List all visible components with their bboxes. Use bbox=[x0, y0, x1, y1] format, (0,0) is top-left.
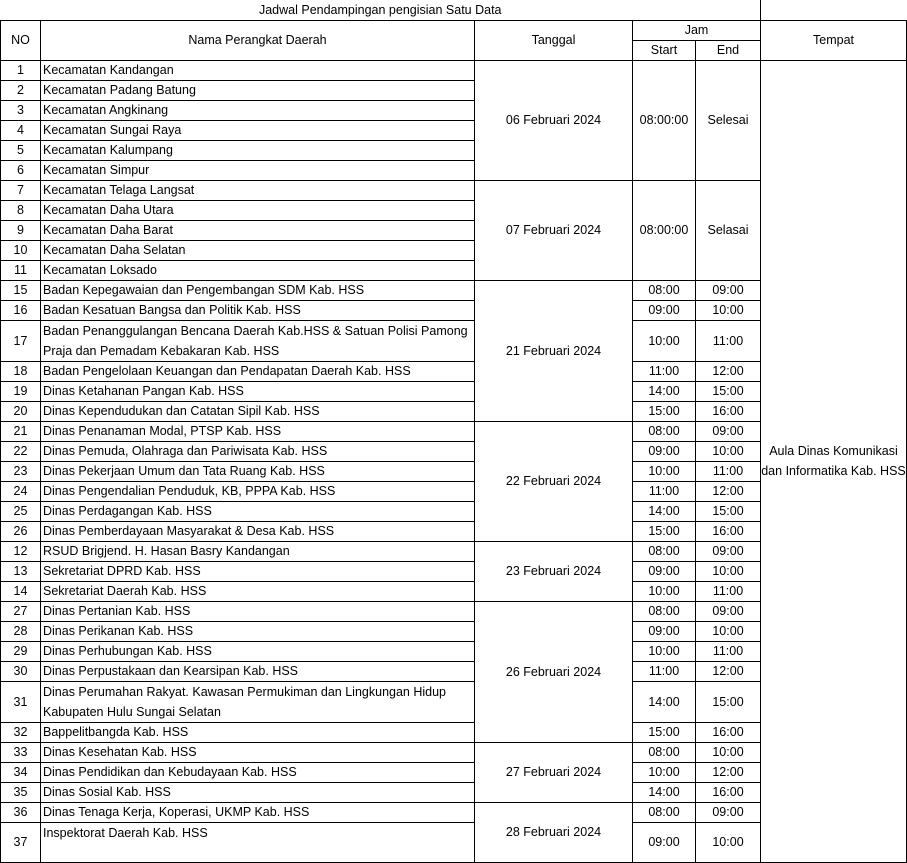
agency-name: Dinas Tenaga Kerja, Koperasi, UKMP Kab. HSS bbox=[41, 802, 475, 822]
start-time: 11:00 bbox=[633, 361, 696, 381]
row-number: 25 bbox=[1, 501, 41, 521]
start-time: 09:00 bbox=[633, 621, 696, 641]
row-number: 34 bbox=[1, 762, 41, 782]
header-tempat: Tempat bbox=[761, 20, 907, 60]
start-time: 10:00 bbox=[633, 581, 696, 601]
agency-name: Kecamatan Telaga Langsat bbox=[41, 180, 475, 200]
row-number: 18 bbox=[1, 361, 41, 381]
agency-name: Bappelitbangda Kab. HSS bbox=[41, 722, 475, 742]
header-tanggal: Tanggal bbox=[475, 20, 633, 60]
end-time: 11:00 bbox=[696, 320, 761, 361]
schedule-date: 21 Februari 2024 bbox=[475, 280, 633, 421]
end-time: 10:00 bbox=[696, 822, 761, 862]
sheet-title: Jadwal Pendampingan pengisian Satu Data bbox=[1, 0, 761, 20]
table-row bbox=[1, 60, 907, 80]
start-time: 08:00 bbox=[633, 802, 696, 822]
end-time: 09:00 bbox=[696, 280, 761, 300]
agency-name: Dinas Perikanan Kab. HSS bbox=[41, 621, 475, 641]
end-time: 16:00 bbox=[696, 401, 761, 421]
agency-name: RSUD Brigjend. H. Hasan Basry Kandangan bbox=[41, 541, 475, 561]
agency-name: Kecamatan Daha Barat bbox=[41, 220, 475, 240]
agency-name: Kecamatan Daha Utara bbox=[41, 200, 475, 220]
header-start: Start bbox=[633, 40, 696, 60]
end-time: 11:00 bbox=[696, 461, 761, 481]
agency-name: Dinas Pekerjaan Umum dan Tata Ruang Kab. HSS bbox=[41, 461, 475, 481]
agency-name: Kecamatan Loksado bbox=[41, 260, 475, 280]
agency-name: Dinas Pertanian Kab. HSS bbox=[41, 601, 475, 621]
start-time: 09:00 bbox=[633, 300, 696, 320]
agency-name: Kecamatan Sungai Raya bbox=[41, 120, 475, 140]
start-time: 11:00 bbox=[633, 661, 696, 681]
row-number: 13 bbox=[1, 561, 41, 581]
agency-name: Dinas Perdagangan Kab. HSS bbox=[41, 501, 475, 521]
row-number: 15 bbox=[1, 280, 41, 300]
start-time: 10:00 bbox=[633, 641, 696, 661]
end-time: 12:00 bbox=[696, 762, 761, 782]
agency-name: Dinas Pemuda, Olahraga dan Pariwisata Kab. HSS bbox=[41, 441, 475, 461]
end-time: 15:00 bbox=[696, 681, 761, 722]
agency-name: Kecamatan Padang Batung bbox=[41, 80, 475, 100]
start-time: 08:00 bbox=[633, 541, 696, 561]
end-time: 12:00 bbox=[696, 481, 761, 501]
agency-name: Badan Kepegawaian dan Pengembangan SDM Kab. HSS bbox=[41, 280, 475, 300]
start-time: 11:00 bbox=[633, 481, 696, 501]
schedule-date: 23 Februari 2024 bbox=[475, 541, 633, 601]
row-number: 3 bbox=[1, 100, 41, 120]
start-time: 14:00 bbox=[633, 381, 696, 401]
row-number: 24 bbox=[1, 481, 41, 501]
start-time: 09:00 bbox=[633, 822, 696, 862]
row-number: 21 bbox=[1, 421, 41, 441]
row-number: 33 bbox=[1, 742, 41, 762]
row-number: 12 bbox=[1, 541, 41, 561]
agency-name: Dinas Sosial Kab. HSS bbox=[41, 782, 475, 802]
end-time: 16:00 bbox=[696, 782, 761, 802]
agency-name: Kecamatan Kandangan bbox=[41, 60, 475, 80]
row-number: 8 bbox=[1, 200, 41, 220]
end-time: 10:00 bbox=[696, 561, 761, 581]
start-time: 10:00 bbox=[633, 461, 696, 481]
agency-name: Dinas Pemberdayaan Masyarakat & Desa Kab. HSS bbox=[41, 521, 475, 541]
row-number: 11 bbox=[1, 260, 41, 280]
agency-name: Dinas Pengendalian Penduduk, KB, PPPA Kab. HSS bbox=[41, 481, 475, 501]
agency-name: Dinas Pendidikan dan Kebudayaan Kab. HSS bbox=[41, 762, 475, 782]
row-number: 2 bbox=[1, 80, 41, 100]
venue-cell: Aula Dinas Komunikasi dan Informatika Kab. HSS bbox=[761, 60, 907, 862]
end-time: 10:00 bbox=[696, 300, 761, 320]
start-time: 10:00 bbox=[633, 320, 696, 361]
row-number: 36 bbox=[1, 802, 41, 822]
agency-name: Kecamatan Angkinang bbox=[41, 100, 475, 120]
agency-name: Badan Kesatuan Bangsa dan Politik Kab. HSS bbox=[41, 300, 475, 320]
end-time: 09:00 bbox=[696, 601, 761, 621]
start-time: 14:00 bbox=[633, 501, 696, 521]
row-number: 28 bbox=[1, 621, 41, 641]
row-number: 10 bbox=[1, 240, 41, 260]
row-number: 9 bbox=[1, 220, 41, 240]
row-number: 20 bbox=[1, 401, 41, 421]
agency-name: Dinas Perumahan Rakyat. Kawasan Permukiman dan Lingkungan Hidup Kabupaten Hulu Sungai Selatan bbox=[41, 681, 475, 722]
end-time: 09:00 bbox=[696, 802, 761, 822]
empty-cell bbox=[761, 0, 907, 20]
agency-name: Dinas Ketahanan Pangan Kab. HSS bbox=[41, 381, 475, 401]
row-number: 5 bbox=[1, 140, 41, 160]
start-time: 10:00 bbox=[633, 762, 696, 782]
agency-name: Inspektorat Daerah Kab. HSS bbox=[41, 822, 475, 862]
row-number: 19 bbox=[1, 381, 41, 401]
start-time: 08:00 bbox=[633, 421, 696, 441]
agency-name: Dinas Kependudukan dan Catatan Sipil Kab. HSS bbox=[41, 401, 475, 421]
schedule-date: 06 Februari 2024 bbox=[475, 60, 633, 180]
start-time: 15:00 bbox=[633, 521, 696, 541]
row-number: 23 bbox=[1, 461, 41, 481]
end-time: 10:00 bbox=[696, 621, 761, 641]
end-time: 12:00 bbox=[696, 661, 761, 681]
row-number: 17 bbox=[1, 320, 41, 361]
row-number: 22 bbox=[1, 441, 41, 461]
end-time: 15:00 bbox=[696, 381, 761, 401]
start-time: 08:00 bbox=[633, 280, 696, 300]
end-time: Selasai bbox=[696, 180, 761, 280]
row-number: 7 bbox=[1, 180, 41, 200]
end-time: 12:00 bbox=[696, 361, 761, 381]
agency-name: Sekretariat DPRD Kab. HSS bbox=[41, 561, 475, 581]
end-time: 11:00 bbox=[696, 581, 761, 601]
end-time: 16:00 bbox=[696, 521, 761, 541]
header-no: NO bbox=[1, 20, 41, 60]
agency-name: Dinas Penanaman Modal, PTSP Kab. HSS bbox=[41, 421, 475, 441]
schedule-date: 26 Februari 2024 bbox=[475, 601, 633, 742]
schedule-date: 27 Februari 2024 bbox=[475, 742, 633, 802]
end-time: 15:00 bbox=[696, 501, 761, 521]
start-time: 08:00:00 bbox=[633, 60, 696, 180]
start-time: 08:00 bbox=[633, 601, 696, 621]
start-time: 09:00 bbox=[633, 441, 696, 461]
end-time: 09:00 bbox=[696, 541, 761, 561]
row-number: 4 bbox=[1, 120, 41, 140]
row-number: 31 bbox=[1, 681, 41, 722]
agency-name: Kecamatan Kalumpang bbox=[41, 140, 475, 160]
schedule-date: 28 Februari 2024 bbox=[475, 802, 633, 862]
start-time: 08:00:00 bbox=[633, 180, 696, 280]
agency-name: Badan Penanggulangan Bencana Daerah Kab.HSS & Satuan Polisi Pamong Praja dan Pemadam Kebakaran Kab. HSS bbox=[41, 320, 475, 361]
header-nama: Nama Perangkat Daerah bbox=[41, 20, 475, 60]
end-time: 16:00 bbox=[696, 722, 761, 742]
row-number: 35 bbox=[1, 782, 41, 802]
header-end: End bbox=[696, 40, 761, 60]
agency-name: Kecamatan Daha Selatan bbox=[41, 240, 475, 260]
row-number: 29 bbox=[1, 641, 41, 661]
start-time: 09:00 bbox=[633, 561, 696, 581]
end-time: 10:00 bbox=[696, 441, 761, 461]
header-jam: Jam bbox=[633, 20, 761, 40]
end-time: 11:00 bbox=[696, 641, 761, 661]
schedule-date: 22 Februari 2024 bbox=[475, 421, 633, 541]
row-number: 1 bbox=[1, 60, 41, 80]
start-time: 14:00 bbox=[633, 782, 696, 802]
end-time: Selesai bbox=[696, 60, 761, 180]
row-number: 37 bbox=[1, 822, 41, 862]
start-time: 14:00 bbox=[633, 681, 696, 722]
row-number: 26 bbox=[1, 521, 41, 541]
schedule-date: 07 Februari 2024 bbox=[475, 180, 633, 280]
row-number: 14 bbox=[1, 581, 41, 601]
row-number: 30 bbox=[1, 661, 41, 681]
row-number: 6 bbox=[1, 160, 41, 180]
start-time: 15:00 bbox=[633, 401, 696, 421]
agency-name: Badan Pengelolaan Keuangan dan Pendapatan Daerah Kab. HSS bbox=[41, 361, 475, 381]
start-time: 15:00 bbox=[633, 722, 696, 742]
start-time: 08:00 bbox=[633, 742, 696, 762]
end-time: 10:00 bbox=[696, 742, 761, 762]
row-number: 27 bbox=[1, 601, 41, 621]
agency-name: Dinas Kesehatan Kab. HSS bbox=[41, 742, 475, 762]
agency-name: Dinas Perpustakaan dan Kearsipan Kab. HSS bbox=[41, 661, 475, 681]
row-number: 32 bbox=[1, 722, 41, 742]
agency-name: Kecamatan Simpur bbox=[41, 160, 475, 180]
row-number: 16 bbox=[1, 300, 41, 320]
agency-name: Sekretariat Daerah Kab. HSS bbox=[41, 581, 475, 601]
end-time: 09:00 bbox=[696, 421, 761, 441]
agency-name: Dinas Perhubungan Kab. HSS bbox=[41, 641, 475, 661]
